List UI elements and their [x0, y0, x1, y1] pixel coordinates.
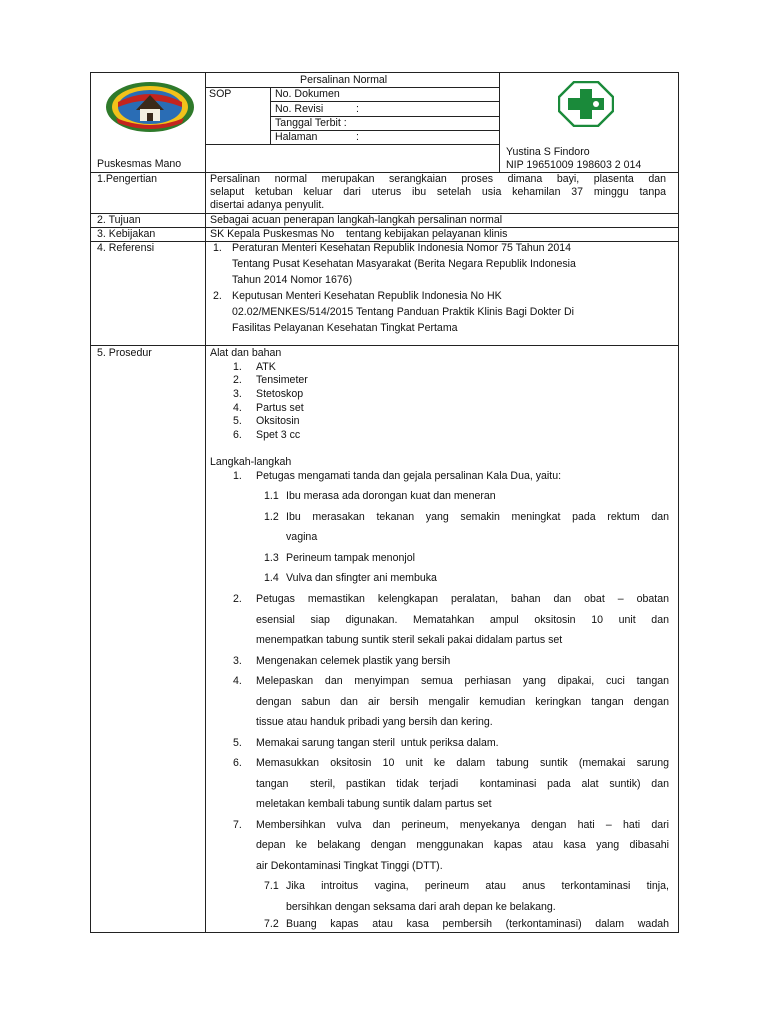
substep-number: 1.3 [264, 552, 279, 564]
kebijakan-label: 3. Kebijakan [97, 228, 156, 240]
halaman-label: Halaman [275, 131, 318, 143]
alat-number: 6. [233, 429, 242, 441]
step-line: menempatkan tabung suntik steril sekali pakai didalam partus set [256, 634, 563, 646]
referensi-line: Peraturan Menteri Kesehatan Republik Indonesia Nomor 75 Tahun 2014 [232, 242, 572, 254]
alat-item: Tensimeter [256, 374, 308, 386]
no-revisi-label: No. Revisi [275, 103, 324, 115]
no-revisi-colon: : [356, 103, 359, 115]
referensi-line: Fasilitas Pelayanan Kesehatan Tingkat Pertama [232, 322, 458, 334]
table-rule [270, 101, 499, 102]
step-line: Melepaskan dan menyimpan semua perhiasan yang dipakai, cuci tangan [256, 675, 669, 687]
substep-number: 7.2 [264, 918, 279, 930]
step-line: Petugas mengamati tanda dan gejala persalinan Kala Dua, yaitu: [256, 470, 562, 482]
table-border-left [90, 72, 91, 933]
document-title: Persalinan Normal [300, 74, 388, 86]
step-number: 5. [233, 737, 242, 749]
signer-nip: NIP 19651009 198603 2 014 [506, 159, 642, 171]
tanggal-terbit-label: Tanggal Terbit : [275, 117, 347, 129]
table-divider [205, 72, 206, 933]
referensi-label: 4. Referensi [97, 242, 155, 254]
signer-name: Yustina S Findoro [506, 146, 590, 158]
alat-number: 5. [233, 415, 242, 427]
table-border-right [678, 72, 679, 933]
alat-heading: Alat dan bahan [210, 347, 282, 359]
alat-number: 1. [233, 361, 242, 373]
step-line: esensial siap digunakan. Mematahkan ampul oksitosin 10 unit dan [256, 614, 669, 626]
table-divider [499, 72, 500, 173]
step-line: Vulva dan sfingter ani membuka [286, 572, 437, 584]
alat-item: Spet 3 cc [256, 429, 301, 441]
alat-item: Stetoskop [256, 388, 304, 400]
kebijakan-text: SK Kepala Puskesmas No tentang kebijakan pelayanan klinis [210, 228, 508, 240]
step-line: tissue atau handuk pribadi yang bersih dan kering. [256, 716, 493, 728]
table-rule [205, 87, 499, 88]
step-number: 1. [233, 470, 242, 482]
alat-number: 4. [233, 402, 242, 414]
step-line: Jika introitus vagina, perineum atau anus terkontaminasi tinja, [286, 880, 669, 892]
pengertian-line: disertai adanya penyulit. [210, 199, 325, 211]
step-line: Memakai sarung tangan steril untuk periksa dalam. [256, 737, 499, 749]
step-number: 2. [233, 593, 242, 605]
substep-number: 1.2 [264, 511, 279, 523]
table-rule [90, 345, 679, 346]
tujuan-text: Sebagai acuan penerapan langkah-langkah persalinan normal [210, 214, 503, 226]
step-line: Memasukkan oksitosin 10 unit ke dalam tabung suntik (memakai sarung [256, 757, 669, 769]
step-line: dengan sabun dan air bersih mengalir kemudian keringkan tangan dengan [256, 696, 669, 708]
step-line: tangan steril, pastikan tidak terjadi kontaminasi pada alat suntik) dan [256, 778, 669, 790]
step-number: 7. [233, 819, 242, 831]
substep-number: 1.4 [264, 572, 279, 584]
step-line: bersihkan dengan seksama dari arah depan ke belakang. [286, 901, 556, 913]
pengertian-label: 1.Pengertian [97, 173, 158, 185]
step-line: Mengenakan celemek plastik yang bersih [256, 655, 451, 667]
langkah-heading: Langkah-langkah [210, 456, 292, 468]
step-line: Perineum tampak menonjol [286, 552, 415, 564]
pengertian-line: Persalinan normal merupakan serangkaian proses dimana bayi, plasenta dan [210, 173, 666, 185]
referensi-line: 02.02/MENKES/514/2015 Tentang Panduan Praktik Klinis Bagi Dokter Di [232, 306, 574, 318]
referensi-line: Tahun 2014 Nomor 1676) [232, 274, 353, 286]
referensi-line: Keputusan Menteri Kesehatan Republik Indonesia No HK [232, 290, 502, 302]
substep-number: 7.1 [264, 880, 279, 892]
step-line: vagina [286, 531, 318, 543]
alat-item: Partus set [256, 402, 304, 414]
halaman-colon: : [356, 131, 359, 143]
step-line: air Dekontaminasi Tingkat Tinggi (DTT). [256, 860, 443, 872]
no-dokumen-label: No. Dokumen [275, 88, 340, 100]
table-divider [270, 87, 271, 145]
referensi-number: 1. [213, 242, 222, 254]
substep-number: 1.1 [264, 490, 279, 502]
referensi-line: Tentang Pusat Kesehatan Masyarakat (Berita Negara Republik Indonesia [232, 258, 576, 270]
table-border-bottom [90, 932, 679, 933]
step-line: Ibu merasakan tekanan yang semakin meningkat pada rektum dan [286, 511, 669, 523]
step-line: meletakan kembali tabung suntik dalam partus set [256, 798, 492, 810]
alat-number: 3. [233, 388, 242, 400]
kesehatan-cross-logo [558, 81, 614, 127]
table-rule [205, 144, 499, 145]
step-line: Petugas memastikan kelengkapan peralatan, bahan dan obat – obatan [256, 593, 669, 605]
pengertian-line: selaput ketuban keluar dari uterus ibu setelah usia kehamilan 37 minggu tanpa [210, 186, 666, 198]
step-line: Ibu merasa ada dorongan kuat dan meneran [286, 490, 496, 502]
puskesmas-name: Puskesmas Mano [97, 158, 182, 170]
step-line: Membersihkan vulva dan perineum, menyekanya dengan hati – hati dari [256, 819, 669, 831]
tujuan-label: 2. Tujuan [97, 214, 141, 226]
alat-number: 2. [233, 374, 242, 386]
sop-label: SOP [209, 88, 232, 100]
step-number: 6. [233, 757, 242, 769]
step-number: 4. [233, 675, 242, 687]
prosedur-label: 5. Prosedur [97, 347, 152, 359]
referensi-number: 2. [213, 290, 222, 302]
step-line: depan ke belakang dengan menggunakan kapas atau kasa yang dibasahi [256, 839, 669, 851]
table-border-top [90, 72, 679, 73]
puskesmas-logo [104, 80, 196, 134]
step-number: 3. [233, 655, 242, 667]
alat-item: ATK [256, 361, 276, 373]
alat-item: Oksitosin [256, 415, 300, 427]
step-line: Buang kapas atau kasa pembersih (terkontaminasi) dalam wadah [286, 918, 669, 930]
